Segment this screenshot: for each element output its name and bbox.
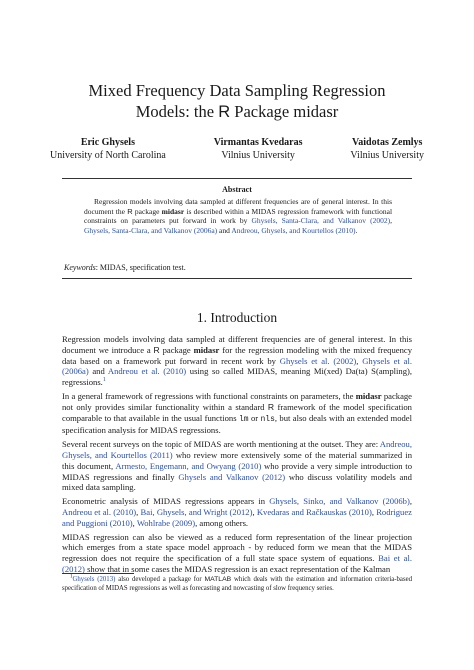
paragraph: Several recent surveys on the topic of MIDAS are worth mentioning at the outset. They are: Andreou, Ghysels, and Kourtellos (2011) who review more extensively some of the material summarized in this document, Armesto, Engemann, and Owyang (2010) who provide a very simple introduction to MIDAS regressions and finally Ghysels and Valkanov (2012) who discuss volatility models and mixed data sampling. — [62, 439, 412, 493]
citation-link[interactable]: Andreou et al. (2010) — [107, 366, 187, 377]
author-block — [350, 136, 424, 162]
citation-link[interactable]: Kvedaras and Račkauskas (2010) — [256, 506, 372, 517]
abstract-text: Regression models involving data sampled at different frequencies are of general interest. In this document the R package midasr is described within a MIDAS regression framework with functional constraints on parameters put forward in work by Ghysels, Santa-Clara, and Valkanov (2002), Ghysels, Santa-Clara, and Valkanov (2006a) and Andreou, Ghysels, and Kourtellos (2010). — [84, 197, 393, 235]
author-affiliation: Vilnius University — [350, 150, 424, 161]
body-text — [62, 334, 412, 578]
citation-link[interactable]: Ghysels et al. (2002) — [279, 355, 357, 366]
citation-link[interactable]: Ghysels et al. (2006a) — [62, 355, 413, 377]
citation-link[interactable]: Wohlrabe (2009) — [136, 517, 196, 528]
author-name: Vaidotas Zemlys — [351, 137, 423, 148]
author-affiliation: Vilnius University — [221, 150, 295, 161]
paragraph: Econometric analysis of MIDAS regressions appears in Ghysels, Sinko, and Valkanov (2006b), Andreou et al. (2010), Bai, Ghysels, and Wright (2012), Kvedaras and Račkauskas (2010), Rodriguez and Puggioni (2010), Wohlrabe (2009), among others. — [62, 496, 412, 528]
paragraph: MIDAS regression can also be viewed as a reduced form representation of the linear projection which emerges from a state space model approach - by reduced form we mean that the MIDAS regression does not require the specification of a full state space system of equations. Bai et al. (2012) show that in some cases the MIDAS regression is an exact representation of the Kalman — [62, 531, 412, 574]
title-line-1: Mixed Frequency Data Sampling Regression — [88, 81, 386, 100]
footnote: $^1$Ghysels (2013) also developed a package for MATLAB which deals with the estimation and information criteria-based specification of MIDAS regressions as well as forecasting and nowcasting of slow frequency series. — [62, 574, 413, 592]
abstract-top-rule — [62, 178, 412, 179]
author-affiliation: University of North Carolina — [50, 150, 166, 161]
title-line-2: Models: the R Package midasr — [135, 102, 339, 121]
section-heading: 1. Introduction — [196, 310, 278, 325]
paragraph: Regression models involving data sampled at different frequencies are of general interest. In this document we introduce a R package midasr for the regression modeling with the mixed frequency data based on a framework put forward in recent work by Ghysels et al. (2002), Ghysels et al. (2006a) and Andreou et al. (2010) using so called MIDAS, meaning Mi(xed) Da(ta) S(ampling), regressions.$^1$ — [62, 334, 413, 388]
author-name: Eric Ghysels — [80, 137, 135, 148]
citation-link[interactable]: Armesto, Engemann, and Owyang (2010) — [115, 460, 262, 471]
abstract-heading: Abstract — [222, 185, 252, 194]
citation-link[interactable]: Andreou, Ghysels, and Kourtellos (2010) — [231, 225, 356, 235]
keywords-label: Keywords — [64, 263, 96, 272]
author-block — [214, 136, 303, 162]
author-block — [50, 136, 166, 162]
citation-link[interactable]: Ghysels and Valkanov (2012) — [178, 471, 286, 482]
citation-link[interactable]: Rodriguez and Puggioni (2010) — [62, 506, 412, 528]
paper-title — [40, 80, 434, 123]
author-list — [50, 136, 424, 162]
citation-link[interactable]: Andreou, Ghysels, and Kourtellos (2011) — [62, 439, 412, 460]
citation-link[interactable]: Ghysels, Santa-Clara, and Valkanov (2006a) — [84, 225, 218, 235]
footnote-number: 1 — [70, 574, 73, 580]
footnote-rule — [62, 573, 134, 574]
citation-link[interactable]: Bai, Ghysels, and Wright (2012) — [140, 506, 253, 517]
author-name: Virmantas Kvedaras — [213, 137, 303, 148]
keywords: Keywords: MIDAS, specification test. — [64, 263, 186, 272]
citation-link[interactable]: Ghysels, Santa-Clara, and Valkanov (2002) — [251, 216, 391, 226]
citation-link[interactable]: Andreou et al. (2010) — [62, 506, 137, 517]
paragraph: In a general framework of regressions with functional constraints on parameters, the midasr package not only provides similar functionality within a standard R framework of the model specification comparable to that available in the usual functions lm or nls, but also deals with an extended model specification analysis for MIDAS regressions. — [62, 390, 412, 436]
footnote-mark[interactable]: 1 — [102, 377, 106, 384]
citation-link[interactable]: Ghysels (2013) — [72, 576, 116, 583]
abstract-bottom-rule — [62, 278, 412, 279]
citation-link[interactable]: Bai et al. (2012) — [62, 553, 412, 574]
citation-link[interactable]: Ghysels, Sinko, and Valkanov (2006b) — [269, 496, 410, 507]
